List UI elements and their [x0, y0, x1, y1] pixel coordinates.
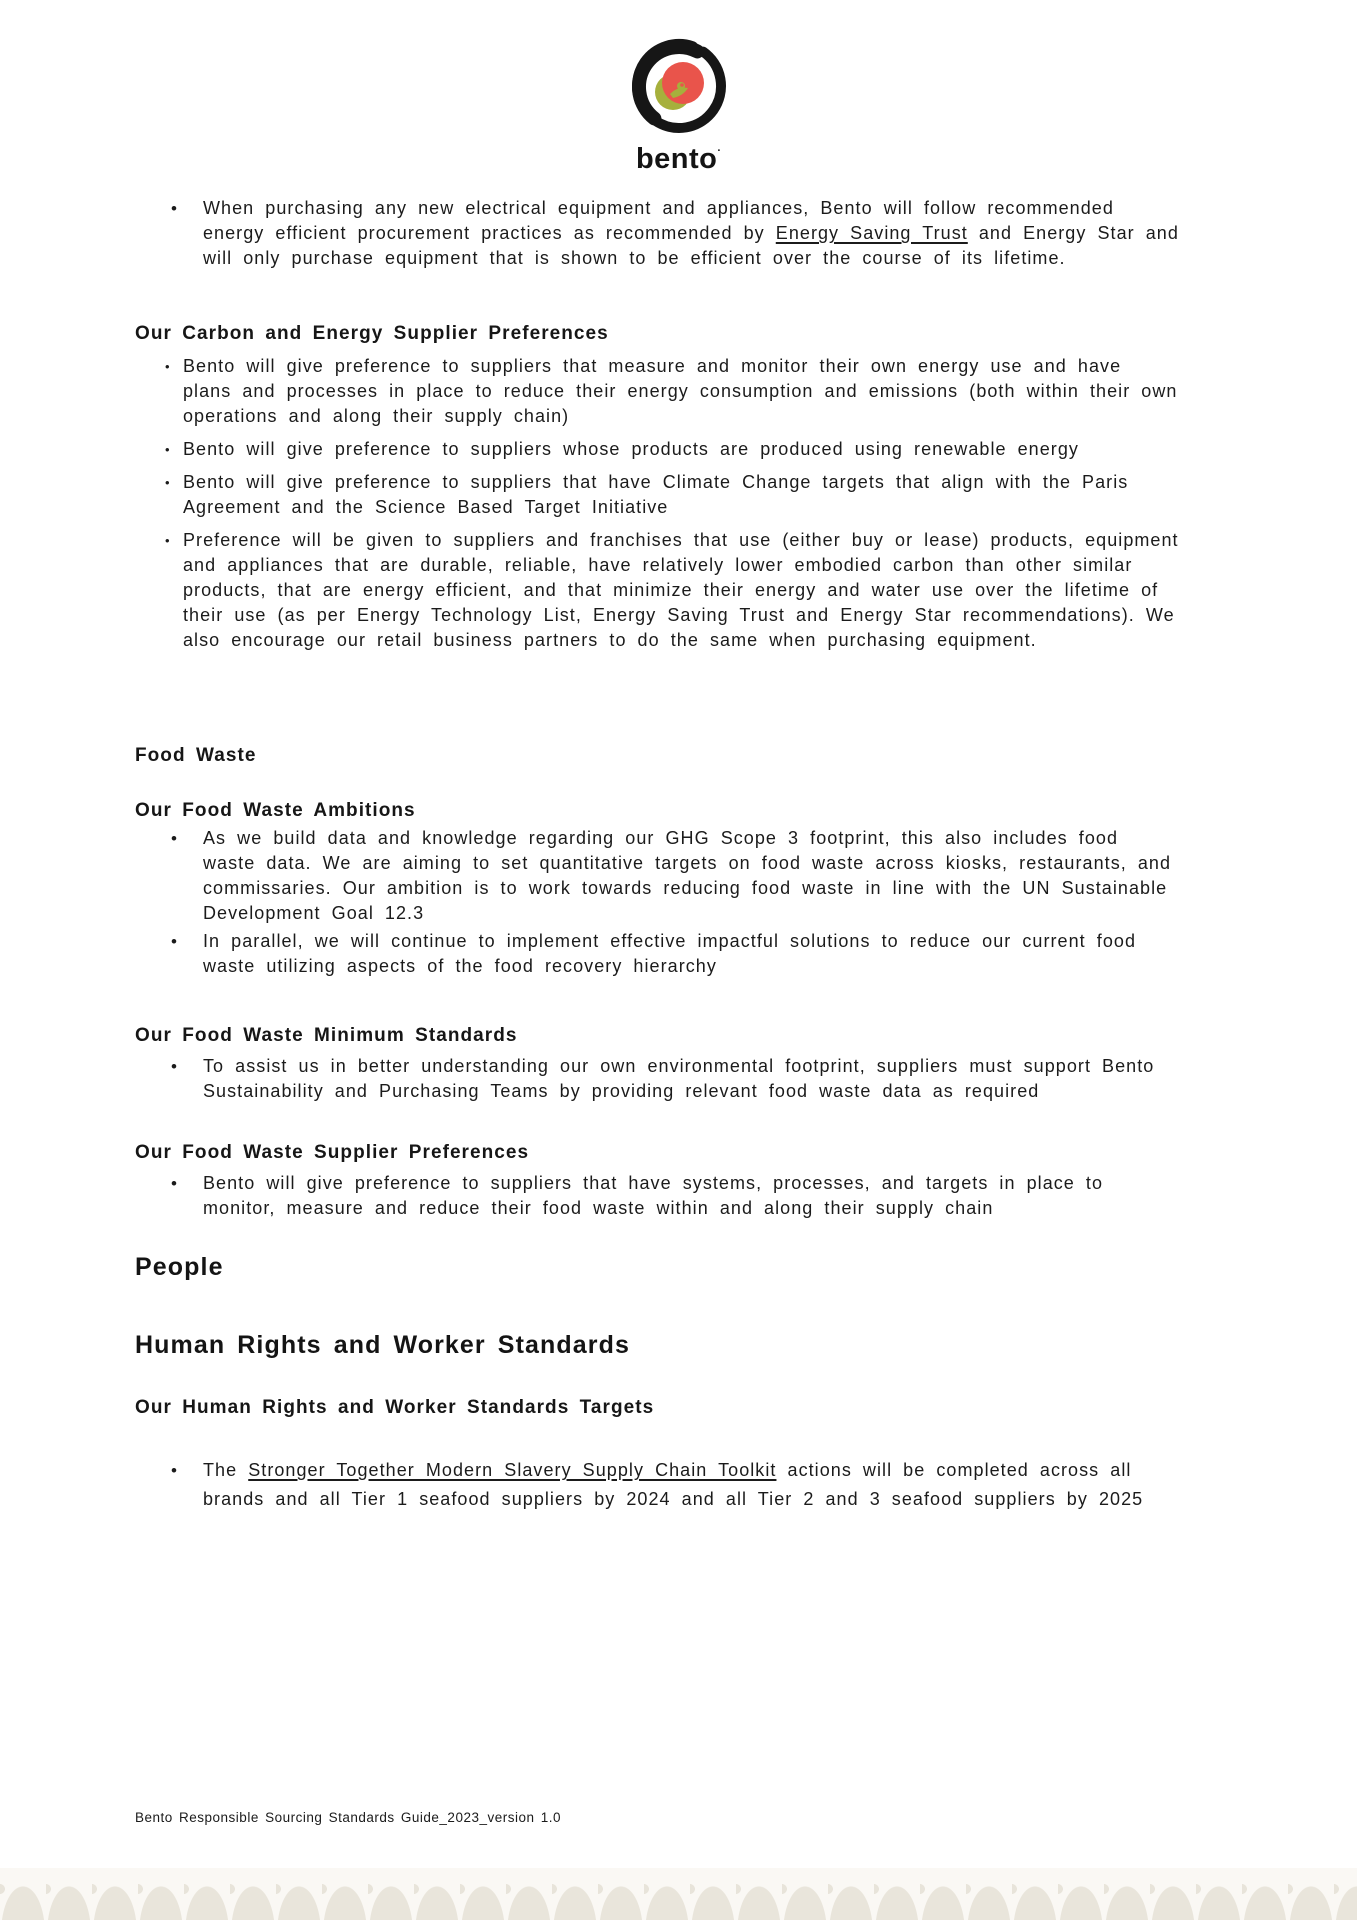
heading-food-waste-minimum-standards: Our Food Waste Minimum Standards [135, 1025, 518, 1046]
bullet-text: Bento will give preference to suppliers whose products are produced using renewable energy [183, 439, 1079, 459]
bullet-text-pre: When purchasing any new electrical equipment and appliances, Bento will follow recommended energy efficient procurement practices as recommended by [203, 198, 1114, 243]
list-item-carbon-2 [135, 437, 1180, 462]
logo-wordmark-text: bento [635, 143, 718, 175]
list-item-carbon-1 [135, 354, 1180, 429]
bottom-border-pattern [0, 1868, 1357, 1920]
list-item-carbon-4 [135, 528, 1180, 653]
bullet-text-pre: The [203, 1460, 249, 1480]
list-item-preference-1 [135, 1171, 1180, 1221]
document-content [0, 196, 1357, 1514]
list-item-minimum-1 [135, 1054, 1180, 1104]
bullet-text: Preference will be given to suppliers and franchises that use (either buy or lease) products, equipment and appliances that are durable, reliable, have relatively lower embodied carbon than other similar products, that are energy efficient, and that minimize their energy and water use over the lifetime of their use (as per Energy Technology List, Energy Saving Trust and Energy Star recommendations). We also encourage our retail business partners to do the same when purchasing equipment. [183, 530, 1179, 650]
bullet-text: Bento will give preference to suppliers that measure and monitor their own energy use and have plans and processes in place to reduce their energy consumption and emissions (both within their own operations and along their supply chain) [183, 356, 1178, 426]
heading-people: People [135, 1253, 224, 1281]
bullet-icon: • [171, 199, 179, 218]
bullet-icon: • [171, 1057, 179, 1076]
bullet-icon: • [165, 475, 171, 490]
bullet-text: Bento will give preference to suppliers that have Climate Change targets that align with the Paris Agreement and the Science Based Target Initiative [183, 472, 1129, 517]
logo-wordmark [0, 138, 1357, 175]
heading-food-waste-supplier-preferences: Our Food Waste Supplier Preferences [135, 1142, 530, 1163]
bullet-icon: • [171, 932, 179, 951]
bento-enso-icon [620, 36, 738, 142]
logo-trademark-icon: · [717, 145, 722, 157]
bullet-text [203, 196, 1180, 271]
energy-saving-trust-link[interactable]: Energy Saving Trust [775, 223, 968, 243]
bullet-text: As we build data and knowledge regarding our GHG Scope 3 footprint, this also includes food waste data. We are aiming to set quantitative targets on food waste across kiosks, restaurants, and commissaries. Our ambition is to work towards reducing food waste in line with the UN Sustainable Development Goal 12.3 [203, 828, 1172, 923]
heading-human-rights-targets: Our Human Rights and Worker Standards Targets [135, 1397, 655, 1418]
list-item-ambition-2 [135, 929, 1180, 979]
bullet-icon: • [171, 1461, 179, 1480]
bullet-icon: • [171, 829, 179, 848]
bullet-icon: • [165, 359, 171, 374]
heading-carbon-energy-supplier-preferences: Our Carbon and Energy Supplier Preferences [135, 323, 609, 344]
bullet-text [203, 1456, 1180, 1514]
heading-human-rights-worker-standards: Human Rights and Worker Standards [135, 1331, 630, 1359]
bullet-icon: • [165, 442, 171, 457]
list-item-carbon-3 [135, 470, 1180, 520]
bullet-icon: • [165, 533, 171, 548]
heading-food-waste: Food Waste [135, 745, 257, 766]
list-item-ambition-1 [135, 826, 1180, 926]
bento-logo [0, 0, 1357, 175]
footer-document-title: Bento Responsible Sourcing Standards Guide_2023_version 1.0 [135, 1810, 562, 1825]
bullet-text: To assist us in better understanding our own environmental footprint, suppliers must support Bento Sustainability and Purchasing Teams by providing relevant food waste data as required [203, 1056, 1155, 1101]
bullet-text-post: and Energy Star and will only purchase equipment that is shown to be efficient over the course of its lifetime. [203, 223, 1179, 268]
stronger-together-toolkit-link[interactable]: Stronger Together Modern Slavery Supply Chain Toolkit [248, 1460, 777, 1480]
list-item-human-rights-target [135, 1456, 1180, 1514]
bullet-icon: • [171, 1174, 179, 1193]
heading-food-waste-ambitions: Our Food Waste Ambitions [135, 800, 416, 821]
bullet-text: Bento will give preference to suppliers that have systems, processes, and targets in place to monitor, measure and reduce their food waste within and along their supply chain [203, 1173, 1104, 1218]
list-item-energy-procurement [135, 196, 1180, 271]
bullet-text: In parallel, we will continue to implement effective impactful solutions to reduce our current food waste utilizing aspects of the food recovery hierarchy [203, 931, 1137, 976]
bullet-text-post: actions will be completed across all brands and all Tier 1 seafood suppliers by 2024 and all Tier 2 and 3 seafood suppliers by 2025 [203, 1460, 1144, 1509]
